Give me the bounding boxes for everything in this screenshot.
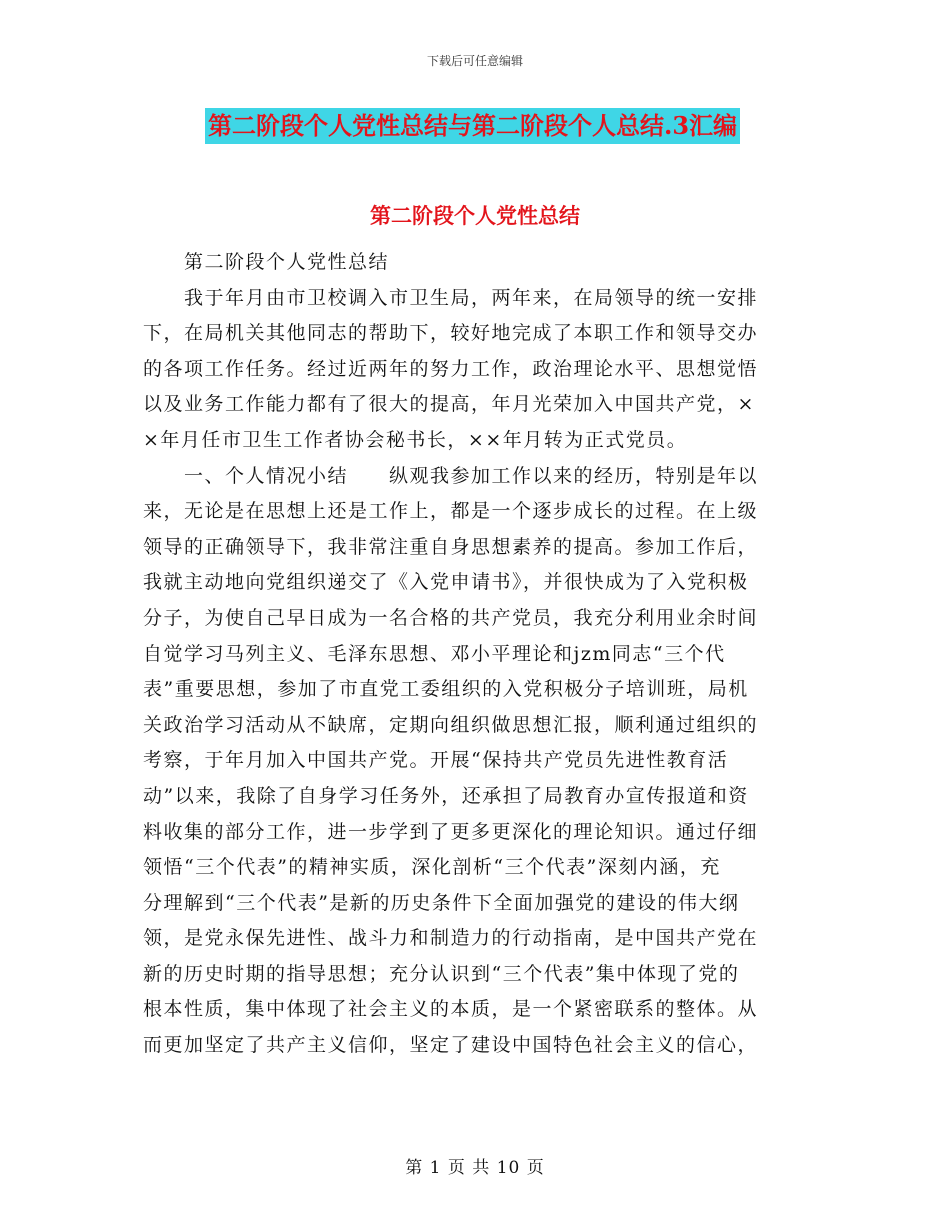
- body-line: 的各项工作任务。经过近两年的努力工作，政治理论水平、思想觉悟: [143, 357, 759, 380]
- body-line: 以及业务工作能力都有了很大的提高，年月光荣加入中国共产党，×: [143, 393, 755, 416]
- body-line: 我于年月由市卫校调入市卫生局，两年来，在局领导的统一安排: [184, 286, 759, 309]
- body-line: 我就主动地向党组织递交了《入党申请书》，并很快成为了入党积极: [143, 571, 749, 594]
- body-line: 自觉学习马列主义、毛泽东思想、邓小平理论和jzm同志“三个代: [143, 642, 726, 665]
- body-line: ×年月任市卫生工作者协会秘书长，××年月转为正式党员。: [143, 428, 688, 451]
- body-line: 领导的正确领导下，我非常注重自身思想素养的提高。参加工作后，: [143, 535, 759, 558]
- body-line: 考察，于年月加入中国共产党。开展“保持共产党员先进性教育活: [143, 749, 729, 772]
- document-title: 第二阶段个人党性总结与第二阶段个人总结.3汇编: [205, 108, 740, 144]
- body-line: 领，是党永保先进性、战斗力和制造力的行动指南，是中国共产党在: [143, 927, 759, 950]
- body-line: 来，无论是在思想上还是工作上，都是一个逐步成长的过程。在上级: [143, 500, 759, 523]
- body-line: 料收集的部分工作，进一步学到了更多更深化的理论知识。通过仔细: [143, 820, 759, 843]
- body-line: 分子，为使自己早日成为一名合格的共产党员，我充分利用业余时间: [143, 606, 759, 629]
- body-line: 根本性质，集中体现了社会主义的本质，是一个紧密联系的整体。从: [143, 998, 759, 1021]
- body-line: 第二阶段个人党性总结: [184, 251, 390, 273]
- body-line: 领悟“三个代表”的精神实质，深化剖析“三个代表”深刻内涵，充: [143, 856, 721, 879]
- page-footer: 第 1 页 共 10 页: [405, 1158, 545, 1178]
- section-title: 第二阶段个人党性总结: [370, 203, 580, 228]
- page-header: 下载后可任意编辑: [426, 54, 523, 68]
- body-line: 而更加坚定了共产主义信仰，坚定了建设中国特色社会主义的信心，: [143, 1034, 759, 1057]
- body-text: [143, 245, 803, 1064]
- body-line: 表”重要思想，参加了市直党工委组织的入党积极分子培训班，局机: [143, 678, 749, 701]
- body-line: 新的历史时期的指导思想；充分认识到“三个代表”集中体现了党的: [143, 962, 740, 985]
- body-line: 动”以来，我除了自身学习任务外，还承担了局教育办宣传报道和资: [143, 784, 749, 807]
- body-line: 分理解到“三个代表”是新的历史条件下全面加强党的建设的伟大纲: [143, 891, 740, 914]
- body-line: 一、个人情况小结 纵观我参加工作以来的经历，特别是年以: [184, 464, 759, 487]
- body-line: 关政治学习活动从不缺席，定期向组织做思想汇报，顺利通过组织的: [143, 713, 759, 736]
- body-line: 下，在局机关其他同志的帮助下，较好地完成了本职工作和领导交办: [143, 322, 759, 345]
